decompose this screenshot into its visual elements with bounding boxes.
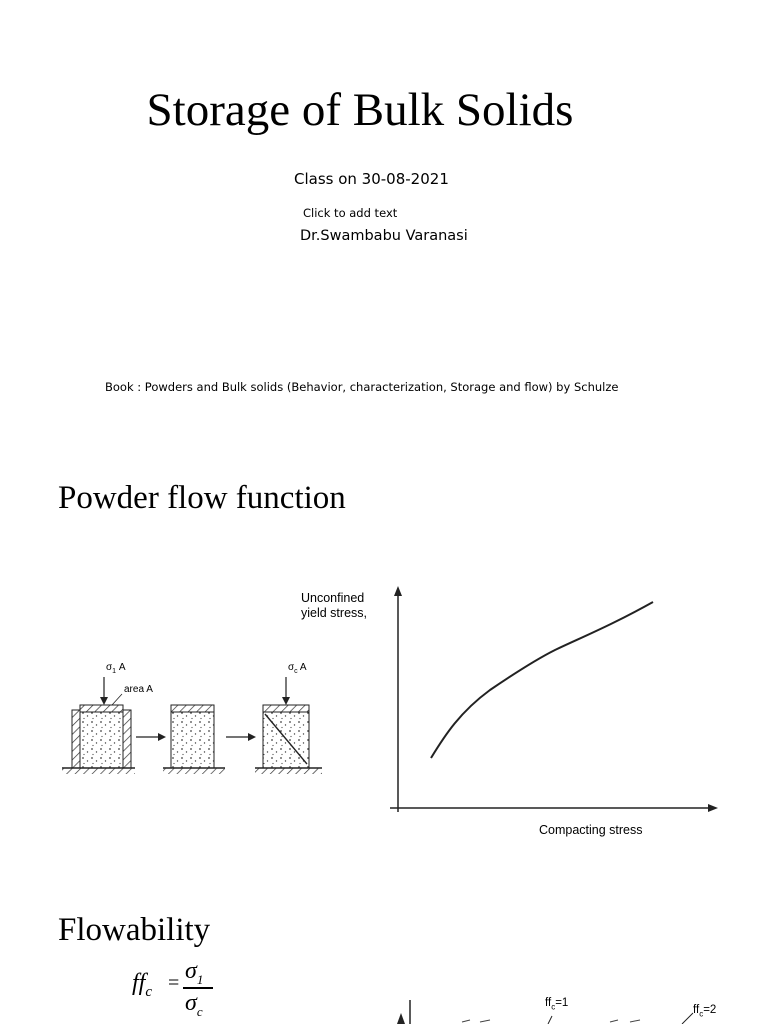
formula-denominator: $\sigma_c$ — [185, 990, 203, 1019]
powder-flow-heading: Powder flow function — [58, 480, 346, 516]
sample-free — [171, 705, 214, 768]
ff-line-2 — [682, 1013, 693, 1024]
sigma1-load-label: $\sigma_1$ A — [106, 662, 126, 675]
book-reference: Book : Powders and Bulk solids (Behavior, characterization, Storage and flow) by Schulze — [105, 380, 619, 394]
arrow-1 — [136, 733, 166, 741]
formula-equals: = — [168, 972, 180, 994]
arrow-2 — [226, 733, 256, 741]
graph-y-label: Unconfined yield stress, — [301, 591, 367, 620]
graph-x-label: Compacting stress — [539, 823, 643, 837]
ground-left — [62, 768, 135, 774]
flowability-heading: Flowability — [58, 912, 211, 948]
ground-mid — [163, 768, 225, 774]
class-date: Class on 30-08-2021 — [294, 170, 449, 188]
sample-failure — [263, 677, 309, 768]
ff-y-axis-arrow — [397, 1013, 405, 1024]
sample-confined — [72, 677, 131, 768]
add-text-placeholder[interactable]: Click to add text — [303, 206, 398, 220]
ff-label-2: $ff_c=2$ — [693, 1004, 717, 1019]
ff-label-1: $ff_c=1$ — [545, 997, 569, 1012]
y-axis-arrow — [394, 586, 402, 596]
author-name: Dr.Swambabu Varanasi — [300, 228, 468, 244]
ff-dashes — [462, 1020, 640, 1022]
flow-function-curve — [431, 602, 653, 758]
formula-numerator: $\sigma_1$ — [185, 958, 204, 987]
ff-line-1 — [548, 1016, 552, 1024]
fraction-bar — [183, 987, 213, 989]
ground-right — [255, 768, 322, 774]
slide-title: Storage of Bulk Solids — [146, 84, 574, 136]
sigmac-load-label: $\sigma_c$ A — [288, 662, 307, 675]
x-axis-arrow — [708, 804, 718, 812]
flowability-formula-lhs: $ff_c$ — [132, 970, 153, 1000]
area-label: area A — [124, 684, 153, 695]
